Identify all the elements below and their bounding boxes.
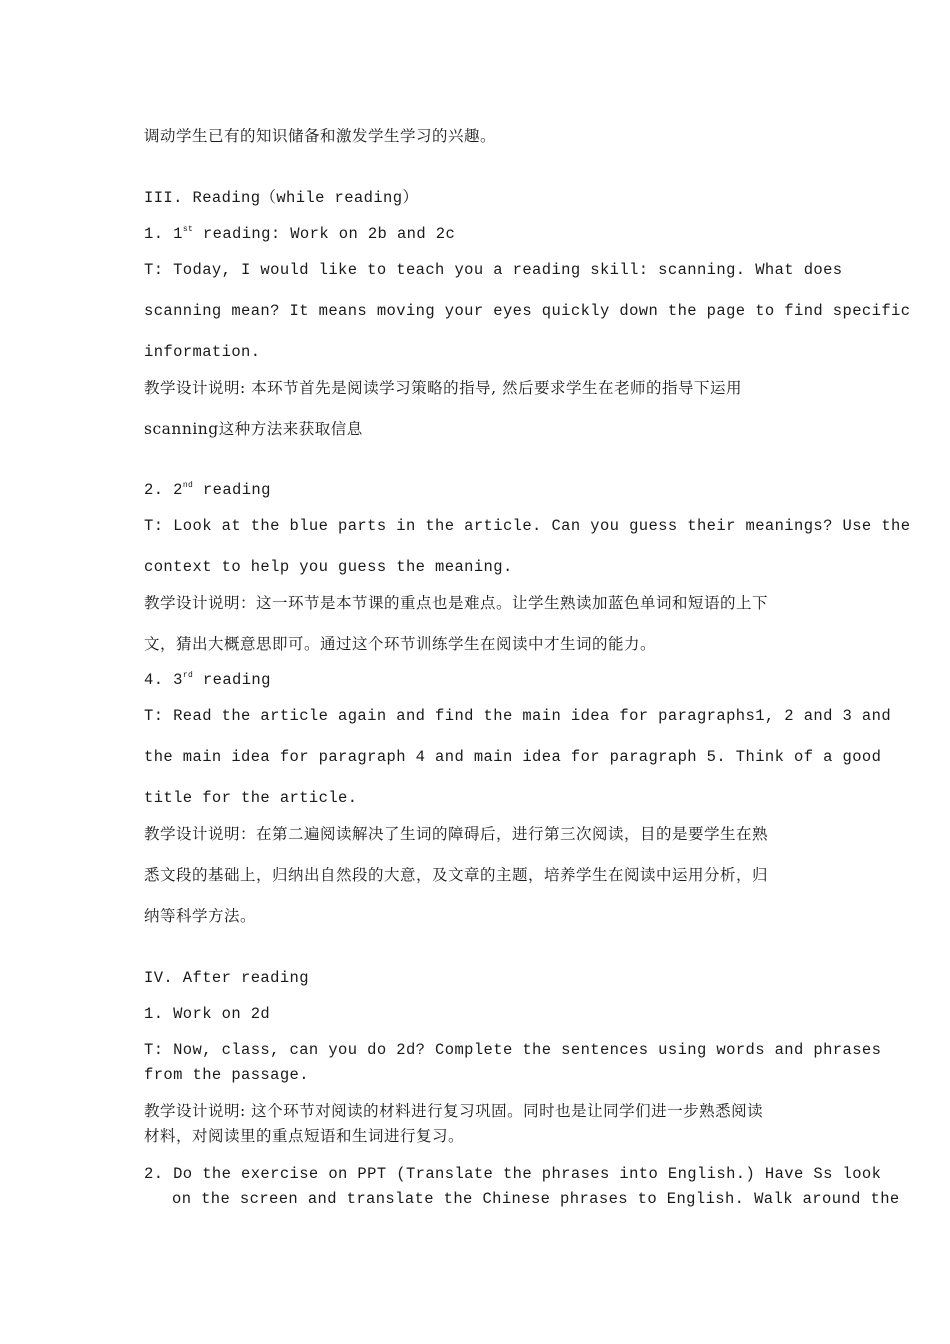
design-note-line: 材料，对阅读里的重点短语和生词进行复习。 (144, 1127, 465, 1145)
subheading-text: reading: Work on 2b and 2c (193, 225, 456, 243)
design-note-line: 悉文段的基础上，归纳出自然段的大意，及文章的主题，培养学生在阅读中运用分析，归 (144, 866, 769, 884)
paragraph-line: title for the article. (144, 789, 358, 807)
paragraph-line: information. (144, 343, 261, 361)
design-note-line: 教学设计说明: 本环节首先是阅读学习策略的指导, 然后要求学生在老师的指导下运用 (144, 379, 743, 397)
paragraph-line: context to help you guess the meaning. (144, 558, 513, 576)
subheading-number: 1. 1 (144, 225, 183, 243)
paragraph-line: 调动学生已有的知识储备和激发学生学习的兴趣。 (144, 127, 497, 145)
paragraph-line: T: Today, I would like to teach you a reading skill: scanning. What does (144, 261, 843, 279)
list-item-line: on the screen and translate the Chinese phrases to English. Walk around the (172, 1190, 900, 1208)
list-item-line: 2. Do the exercise on PPT (Translate the phrases into English.) Have Ss look (144, 1165, 882, 1183)
paragraph-line: T: Now, class, can you do 2d? Complete the sentences using words and phrases (144, 1041, 882, 1059)
subheading (144, 670, 814, 690)
ordinal-suffix: nd (182, 481, 194, 490)
design-note-line: 教学设计说明：在第二遍阅读解决了生词的障碍后，进行第三次阅读，目的是要学生在熟 (144, 825, 769, 843)
design-note-line: scanning这种方法来获取信息 (144, 420, 363, 438)
design-note-line: 教学设计说明: 这个环节对阅读的材料进行复习巩固。同时也是让同学们进一步熟悉阅读 (144, 1102, 764, 1120)
design-note-line: 文，猜出大概意思即可。通过这个环节训练学生在阅读中才生词的能力。 (144, 635, 657, 653)
section-heading: IV. After reading (144, 969, 309, 987)
subheading (144, 480, 814, 500)
design-note-line: 纳等科学方法。 (144, 907, 257, 925)
paragraph-line: T: Read the article again and find the main idea for paragraphs1, 2 and 3 and (144, 707, 892, 725)
ordinal-suffix: rd (182, 671, 194, 680)
paragraph-line: T: Look at the blue parts in the article. Can you guess their meanings? Use the (144, 517, 911, 535)
subheading-text: reading (193, 481, 271, 499)
section-heading: III. Reading（while reading） (144, 189, 419, 207)
ordinal-suffix: st (182, 225, 194, 234)
paragraph-line: from the passage. (144, 1066, 309, 1084)
subheading: 1. Work on 2d (144, 1005, 271, 1023)
design-note-line: 教学设计说明：这一环节是本节课的重点也是难点。让学生熟读加蓝色单词和短语的上下 (144, 594, 769, 612)
paragraph-line: the main idea for paragraph 4 and main idea for paragraph 5. Think of a good (144, 748, 882, 766)
subheading (144, 224, 814, 244)
paragraph-line: scanning mean? It means moving your eyes quickly down the page to find specific (144, 302, 911, 320)
subheading-text: reading (193, 671, 271, 689)
subheading-number: 4. 3 (144, 671, 183, 689)
subheading-number: 2. 2 (144, 481, 183, 499)
